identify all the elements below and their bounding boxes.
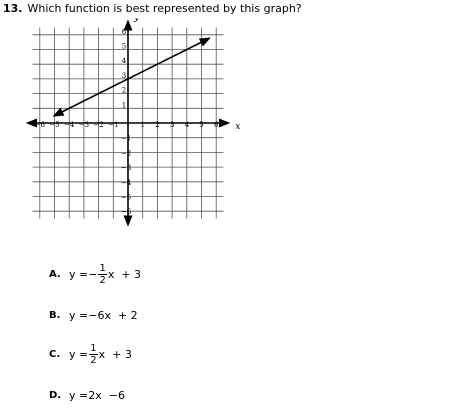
choice-letter: A. bbox=[49, 268, 61, 280]
x-tick-label: 6 bbox=[213, 121, 219, 129]
question-number: 13. bbox=[3, 2, 23, 15]
equation-lhs: y = bbox=[69, 267, 89, 281]
x-tick-label: −5 bbox=[49, 121, 60, 129]
y-tick-label: −5 bbox=[120, 193, 132, 202]
y-tick-label: −4 bbox=[120, 178, 132, 187]
y-tick-label: −2 bbox=[120, 149, 132, 158]
choice-d[interactable] bbox=[49, 383, 125, 407]
y-axis-label: y bbox=[134, 18, 140, 24]
choice-letter: B. bbox=[49, 309, 61, 321]
graph-canvas bbox=[24, 18, 242, 240]
equation-rhs: −6x + 2 bbox=[88, 308, 138, 322]
coordinate-graph bbox=[24, 18, 242, 244]
fraction bbox=[89, 343, 97, 366]
equation-lhs: y = bbox=[69, 308, 89, 322]
fraction-numerator: 1 bbox=[90, 342, 97, 354]
choice-letter: D. bbox=[49, 389, 62, 401]
y-tick-label: −6 bbox=[120, 208, 132, 217]
fraction-denominator: 2 bbox=[90, 354, 97, 366]
tick-labels bbox=[35, 18, 241, 216]
y-tick-label: 6 bbox=[121, 27, 127, 36]
choice-b[interactable] bbox=[49, 303, 138, 327]
x-tick-label: −2 bbox=[93, 121, 104, 129]
x-tick-label: 2 bbox=[155, 121, 160, 129]
x-tick-label: 4 bbox=[184, 121, 190, 129]
x-tick-label: 1 bbox=[140, 121, 145, 129]
fraction-numerator: 1 bbox=[99, 262, 106, 274]
equation-tail: x + 3 bbox=[98, 347, 132, 361]
equation-lhs: y = bbox=[69, 347, 89, 361]
choice-c[interactable] bbox=[49, 342, 132, 366]
choice-a[interactable] bbox=[49, 262, 141, 286]
question-text: Which function is best represented by this graph? bbox=[27, 2, 302, 15]
x-tick-label: −4 bbox=[64, 121, 75, 129]
equation-lhs: y = bbox=[69, 388, 89, 402]
y-tick-label: −3 bbox=[120, 164, 132, 173]
y-tick-label: 2 bbox=[121, 86, 127, 95]
y-tick-label: 5 bbox=[121, 42, 127, 51]
choice-letter: C. bbox=[49, 348, 61, 360]
y-tick-label: −1 bbox=[120, 134, 132, 143]
fraction-denominator: 2 bbox=[99, 274, 106, 286]
x-axis-label: x bbox=[235, 122, 241, 132]
question-prompt bbox=[3, 2, 302, 15]
y-tick-label: 4 bbox=[121, 57, 127, 66]
y-tick-label: 3 bbox=[121, 71, 127, 80]
equation-rhs: 2x −6 bbox=[88, 388, 125, 402]
equation-tail: x + 3 bbox=[107, 267, 142, 281]
x-tick-label: −6 bbox=[34, 121, 45, 129]
plotted-line bbox=[55, 38, 209, 115]
x-tick-label: −1 bbox=[108, 121, 119, 129]
x-tick-label: 3 bbox=[169, 121, 175, 129]
graph-line bbox=[55, 38, 209, 115]
y-tick-label: 1 bbox=[121, 101, 127, 110]
x-tick-label: 5 bbox=[199, 121, 204, 129]
x-tick-label: −3 bbox=[78, 121, 90, 129]
equation-sign: − bbox=[88, 267, 98, 281]
fraction bbox=[98, 263, 106, 286]
